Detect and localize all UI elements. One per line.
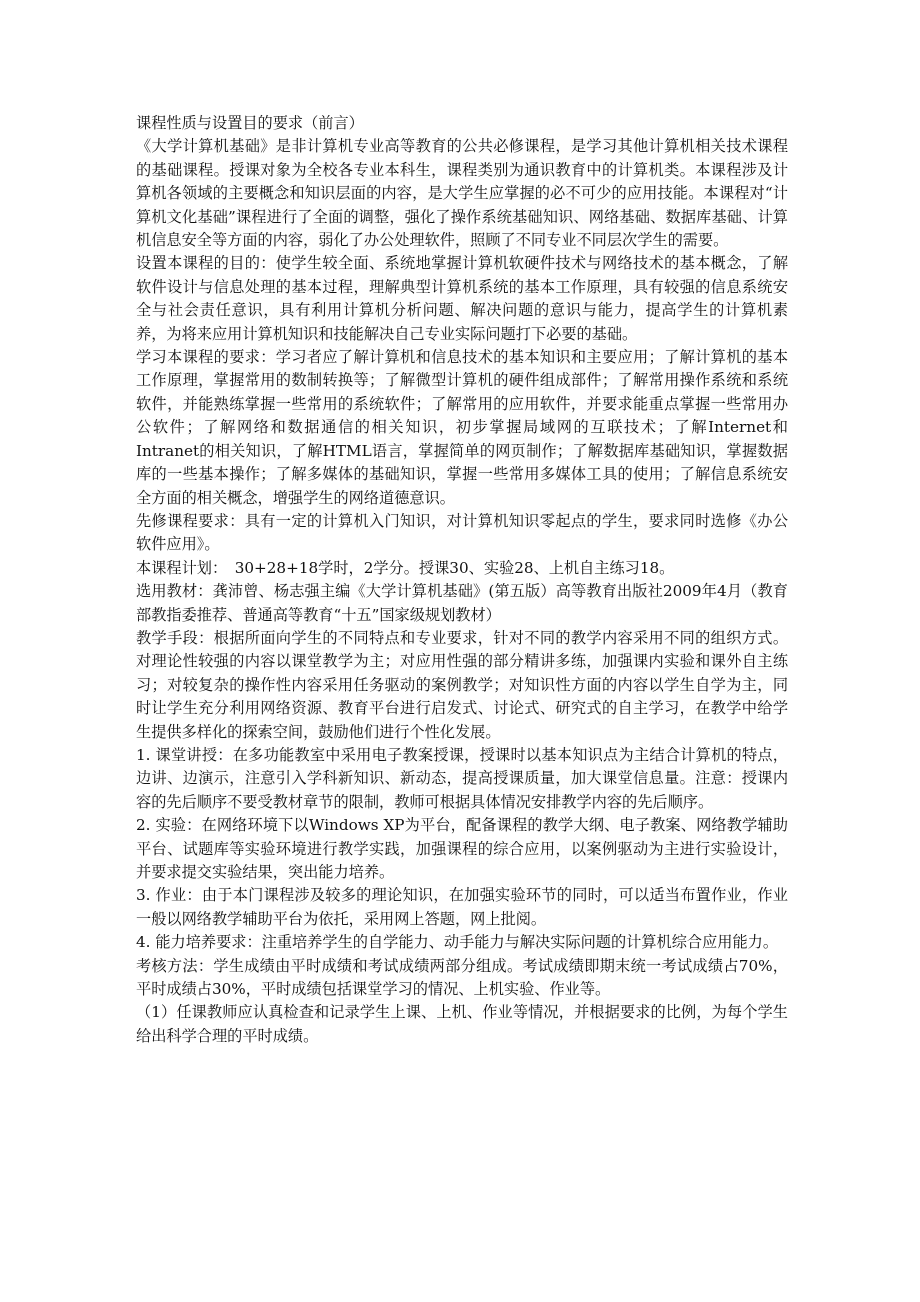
- paragraph-textbook: 选用教材：龚沛曾、杨志强主编《大学计算机基础》(第五版）高等教育出版社2009年4月（教育部教指委推荐、普通高等教育“十五”国家级规划教材）: [136, 582, 788, 624]
- document-body: [136, 112, 788, 1048]
- list-item-lecture: 1. 课堂讲授：在多功能教室中采用电子教案授课，授课时以基本知识点为主结合计算机的特点，边讲、边演示，注意引入学科新知识、新动态，提高授课质量，加大课堂信息量。注意：授课内容的先后顺序不要受教材章节的限制，教师可根据具体情况安排教学内容的先后顺序。: [136, 745, 788, 811]
- paragraph-course-nature: 《大学计算机基础》是非计算机专业高等教育的公共必修课程，是学习其他计算机相关技术课程的基础课程。授课对象为全校各专业本科生，课程类别为通识教育中的计算机类。本课程涉及计算机各领域的主要概念和知识层面的内容，是大学生应掌握的必不可少的应用技能。本课程对“计算机文化基础”课程进行了全面的调整，强化了操作系统基础知识、网络基础、数据库基础、计算机信息安全等方面的内容，弱化了办公处理软件，照顾了不同专业不同层次学生的需要。: [136, 137, 788, 250]
- list-item-ability-training: 4. 能力培养要求：注重培养学生的自学能力、动手能力与解决实际问题的计算机综合应用能力。: [136, 933, 779, 952]
- paragraph-course-plan: 本课程计划： 30+28+18学时，2学分。授课30、实验28、上机自主练习18。: [136, 558, 675, 577]
- list-item-experiment: 2. 实验：在网络环境下以Windows XP为平台，配备课程的教学大纲、电子教案、网络教学辅助平台、试题库等实验环境进行教学实践，加强课程的综合应用，以案例驱动为主进行实验设计，并要求提交实验结果，突出能力培养。: [136, 816, 788, 881]
- paragraph-teaching-methods: 教学手段：根据所面向学生的不同特点和专业要求，针对不同的教学内容采用不同的组织方式。对理论性较强的内容以课堂教学为主；对应用性强的部分精讲多练，加强课内实验和课外自主练习；对较复杂的操作性内容采用任务驱动的案例教学；对知识性方面的内容以学生自学为主，同时让学生充分利用网络资源、教育平台进行启发式、讨论式、研究式的自主学习，在教学中给学生提供多样化的探索空间，鼓励他们进行个性化发展。: [136, 628, 788, 741]
- paragraph-learning-requirements: 学习本课程的要求：学习者应了解计算机和信息技术的基本知识和主要应用；了解计算机的基本工作原理，掌握常用的数制转换等；了解微型计算机的硬件组成部件；了解常用操作系统和系统软件，并能熟练掌握一些常用的系统软件；了解常用的应用软件，并要求能重点掌握一些常用办公软件；了解网络和数据通信的相关知识，初步掌握局域网的互联技术；了解Internet和Intranet的相关知识，了解HTML语言，掌握简单的网页制作；了解数据库基础知识，掌握数据库的一些基本操作；了解多媒体的基础知识，掌握一些常用多媒体工具的使用；了解信息系统安全方面的相关概念，增强学生的网络道德意识。: [136, 348, 788, 507]
- paragraph-assessment: 考核方法：学生成绩由平时成绩和考试成绩两部分组成。考试成绩即期末统一考试成绩占70%，平时成绩占30%，平时成绩包括课堂学习的情况、上机实验、作业等。: [136, 956, 788, 999]
- list-item-homework: 3. 作业：由于本门课程涉及较多的理论知识，在加强实验环节的同时，可以适当布置作业，作业一般以网络教学辅助平台为依托，采用网上答题，网上批阅。: [136, 886, 788, 928]
- paragraph-assessment-item-1: （1）任课教师应认真检查和记录学生上课、上机、作业等情况，并根据要求的比例，为每个学生给出科学合理的平时成绩。: [136, 1003, 788, 1045]
- document-title: 课程性质与设置目的要求（前言）: [136, 114, 364, 132]
- paragraph-prerequisites: 先修课程要求：具有一定的计算机入门知识，对计算机知识零起点的学生，要求同时选修《办公软件应用》。: [136, 511, 788, 554]
- paragraph-course-purpose: 设置本课程的目的：使学生较全面、系统地掌握计算机软硬件技术与网络技术的基本概念，了解软件设计与信息处理的基本过程，理解典型计算机系统的基本工作原理，具有较强的信息系统安全与社会责任意识，具有利用计算机分析问题、解决问题的意识与能力，提高学生的计算机素养，为将来应用计算机知识和技能解决自己专业实际问题打下必要的基础。: [136, 254, 788, 343]
